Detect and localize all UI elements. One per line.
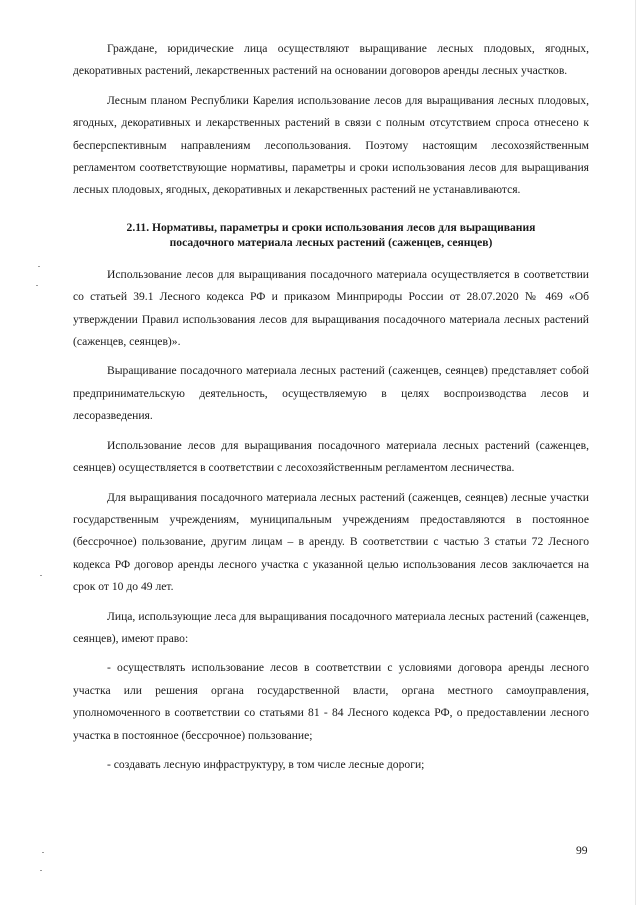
section-heading: 2.11. Нормативы, параметры и сроки использования лесов для выращивания посадочного материала лесных растений (саженцев, сеянцев) [126, 220, 536, 249]
scan-speck [40, 575, 42, 576]
scan-speck [38, 266, 40, 267]
paragraph: Граждане, юридические лица осуществляют выращивание лесных плодовых, ягодных, декоративных растений, лекарственных растений на основании договоров аренды лесных участков. [73, 42, 589, 78]
paragraph: Лица, использующие леса для выращивания посадочного материала лесных растений (саженцев, сеянцев), имеют право: [73, 609, 589, 645]
scan-speck [36, 285, 38, 286]
scan-speck [42, 852, 44, 853]
paragraph: Использование лесов для выращивания посадочного материала осуществляется в соответствии со статьей 39.1 Лесного кодекса РФ и приказом Минприроды России от 28.07.2020 № 469 «Об утверждении Правил использования лесов для выращивания посадочного материала лесных растений (саженцев, сеянцев)». [73, 267, 589, 349]
scan-edge [635, 0, 636, 905]
paragraph: Лесным планом Республики Карелия использование лесов для выращивания лесных плодовых, ягодных, декоративных и лекарственных растений в связи с полным отсутствием спроса отнесено к бесперспективным направлениям лесопользования. Поэтому настоящим лесохозяйственным регламентом соответствующие нормативы, параметры и сроки использования лесов для выращивания лесных плодовых, ягодных, декоративных и лекарственных растений не устанавливаются. [73, 93, 589, 197]
scan-speck [40, 870, 42, 871]
document-body [73, 38, 589, 776]
paragraph: Для выращивания посадочного материала лесных растений (саженцев, сеянцев) лесные участки государственным учреждениям, муниципальным учреждениям предоставляются в постоянное (бессрочное) пользование, другим лицам – в аренду. В соответствии с частью 3 статьи 72 Лесного кодекса РФ договор аренды лесного участка с указанной целью использования лесов заключается на срок от 10 до 49 лет. [73, 490, 589, 594]
list-item: - осуществлять использование лесов в соответствии с условиями договора аренды лесного участка или решения органа государственной власти, органа местного самоуправления, уполномоченного в соответствии со статьями 81 - 84 Лесного кодекса РФ, о предоставлении лесного участка в постоянное (бессрочное) пользование; [73, 661, 589, 742]
page-number: 99 [576, 844, 588, 857]
paragraph: Выращивание посадочного материала лесных растений (саженцев, сеянцев) представляет собой предпринимательскую деятельность, осуществляемую в целях воспроизводства лесов и лесоразведения. [73, 364, 589, 423]
paragraph: Использование лесов для выращивания посадочного материала лесных растений (саженцев, сеянцев) осуществляется в соответствии с лесохозяйственным регламентом лесничества. [73, 438, 589, 475]
list-item: - создавать лесную инфраструктуру, в том числе лесные дороги; [107, 757, 425, 771]
